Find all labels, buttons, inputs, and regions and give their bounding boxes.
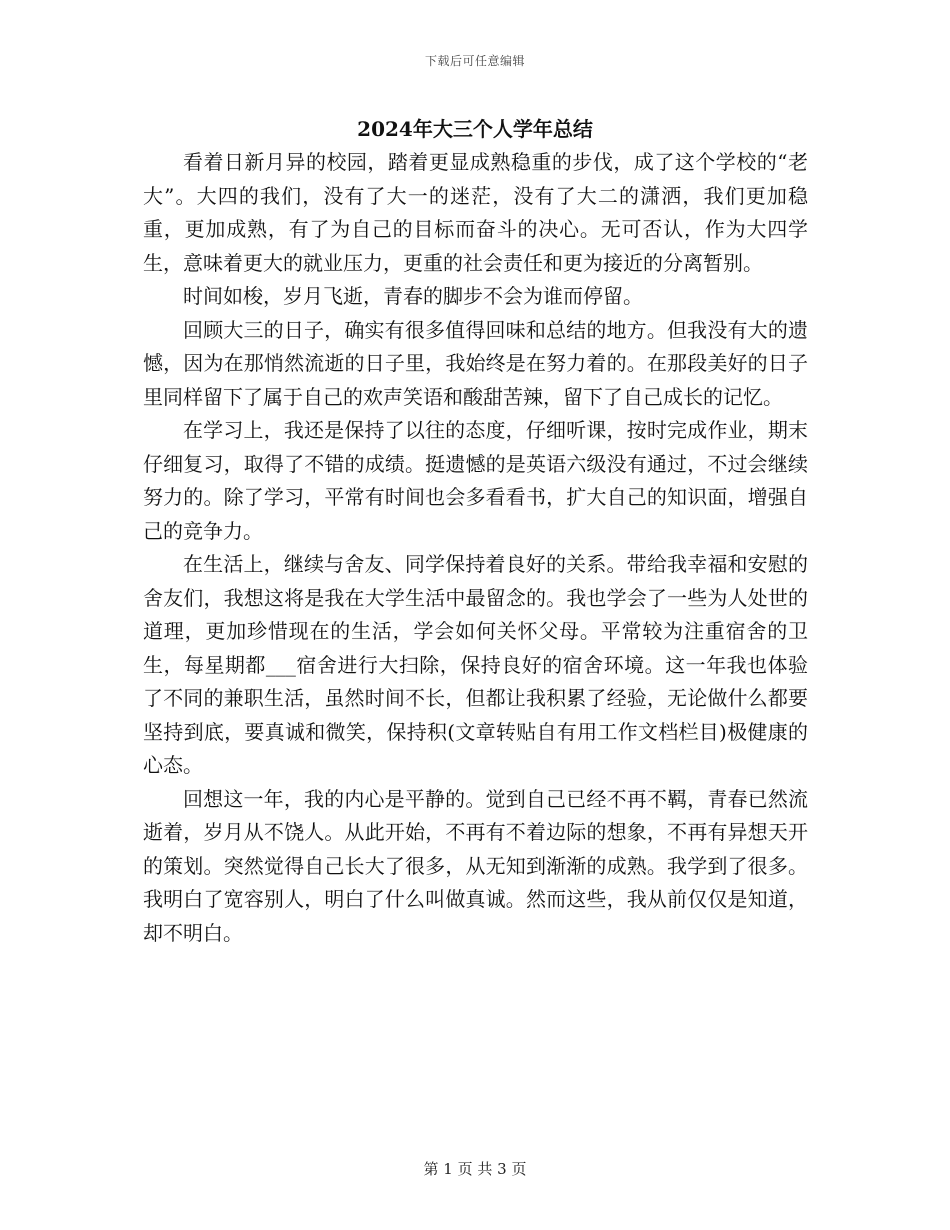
paragraph-reflection: 回想这一年，我的内心是平静的。觉到自己已经不再不羁，青春已然流逝着，岁月从不饶人。从此开始，不再有不着边际的想象，不再有异想天开的策划。突然觉得自己长大了很多，从无知到渐渐的成熟。我学到了很多。我明白了宽容别人，明白了什么叫做真诚。然而这些，我从前仅仅是知道，却不明白。: [143, 786, 808, 945]
document-title: 2024年大三个人学年总结: [357, 117, 593, 141]
paragraph-study: 在学习上，我还是保持了以往的态度，仔细听课，按时完成作业，期末仔细复习，取得了不错的成绩。挺遗憾的是英语六级没有通过，不过会继续努力的。除了学习，平常有时间也会多看看书，扩大自己的知识面，增强自己的竞争力。: [143, 418, 808, 543]
page-number: 第 1 页 共 3 页: [423, 1160, 527, 1178]
paragraph-time: 时间如梭，岁月飞逝，青春的脚步不会为谁而停留。: [183, 284, 643, 308]
page-header-note: 下载后可任意编辑: [424, 54, 525, 68]
paragraph-review: 回顾大三的日子，确实有很多值得回味和总结的地方。但我没有大的遗憾，因为在那悄然流逝的日子里，我始终是在努力着的。在那段美好的日子里同样留下了属于自己的欢声笑语和酸甜苦辣，留下了自己成长的记忆。: [143, 317, 808, 409]
paragraph-intro: 看着日新月异的校园，踏着更显成熟稳重的步伐，成了这个学校的“老大”。大四的我们，没有了大一的迷茫，没有了大二的潇洒，我们更加稳重，更加成熟，有了为自己的目标而奋斗的决心。无可否认，作为大四学生，意味着更大的就业压力，更重的社会责任和更为接近的分离暂别。: [143, 150, 808, 275]
document-body: [143, 146, 808, 950]
paragraph-life: 在生活上，继续与舍友、同学保持着良好的关系。带给我幸福和安慰的舍友们，我想这将是我在大学生活中最留念的。我也学会了一些为人处世的道理，更加珍惜现在的生活，学会如何关怀父母。平常较为注重宿舍的卫生，每星期都___宿舍进行大扫除，保持良好的宿舍环境。这一年我也体验了不同的兼职生活，虽然时间不长，但都让我积累了经验，无论做什么都要坚持到底，要真诚和微笑，保持积(文章转贴自有用工作文档栏目)极健康的心态。: [143, 552, 808, 777]
